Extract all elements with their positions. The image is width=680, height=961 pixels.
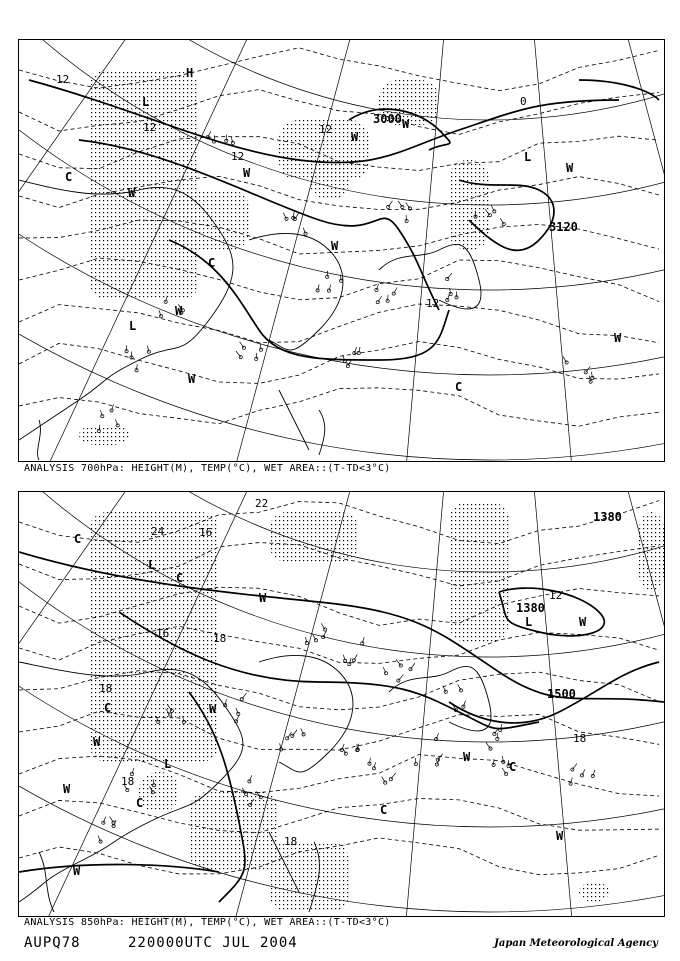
meridian-line	[489, 492, 664, 916]
wet-area	[449, 160, 489, 250]
field-label: 16	[199, 526, 213, 539]
wind-barb	[242, 693, 247, 699]
station-dot	[580, 774, 583, 777]
field-label: W	[128, 186, 136, 200]
field-label: L	[129, 319, 137, 333]
field-label: W	[243, 166, 251, 180]
field-label: C	[104, 701, 112, 715]
field-label: W	[463, 750, 471, 764]
isotherm-line	[19, 388, 659, 426]
wind-barb	[592, 372, 593, 378]
field-label: 1380	[516, 601, 545, 615]
wet-area	[169, 190, 249, 250]
wind-barb	[293, 212, 294, 218]
field-label: 24	[151, 525, 165, 538]
field-label: 3000	[373, 112, 402, 126]
wind-barb	[378, 296, 382, 302]
bulletin-code: AUPQ78	[24, 935, 81, 951]
field-label: C	[176, 571, 184, 585]
field-label: W	[351, 130, 359, 144]
field-label: 1380	[593, 510, 622, 524]
coast-line	[38, 420, 41, 460]
wind-barb	[348, 360, 352, 366]
field-label: 1500	[547, 687, 576, 701]
field-label: C	[455, 380, 463, 394]
chart-850hpa	[18, 491, 665, 917]
meridian-line	[489, 492, 664, 916]
field-label: 12	[319, 123, 333, 136]
station-dot	[352, 659, 355, 662]
coastline	[19, 180, 481, 460]
field-label: W	[402, 117, 410, 131]
field-label: W	[93, 735, 101, 749]
field-label: W	[579, 615, 587, 629]
coast-line	[259, 655, 353, 772]
wind-barb	[398, 675, 403, 681]
wind-barb	[236, 351, 241, 357]
wind-barb	[406, 215, 407, 221]
wind-barb	[410, 663, 415, 669]
wind-barb	[563, 356, 567, 362]
station-dot	[102, 821, 105, 824]
field-label: L	[525, 615, 533, 629]
field-label: H	[186, 66, 194, 80]
field-label: W	[259, 591, 267, 605]
field-label: W	[73, 864, 81, 878]
wind-barb	[398, 201, 402, 207]
caption-700hpa: ANALYSIS 700hPa: HEIGHT(M), TEMP(°C), WET AREA::(T-TD<3°C)	[24, 463, 391, 474]
field-label: 12	[231, 150, 245, 163]
wind-barb	[502, 756, 503, 762]
field-label: W	[63, 782, 71, 796]
wind-barb	[406, 202, 410, 208]
field-label: L	[164, 757, 172, 771]
wind-barb	[313, 634, 316, 640]
field-label: W	[614, 331, 622, 345]
wind-barb	[321, 623, 325, 629]
field-label: 12	[426, 297, 440, 310]
station-dot	[435, 763, 438, 766]
field-label: 18	[213, 632, 227, 645]
station-dot	[444, 690, 447, 693]
field-label: W	[188, 372, 196, 386]
field-label: 12	[56, 73, 70, 86]
field-label: W	[175, 304, 183, 318]
coast-line	[39, 852, 54, 912]
wind-barb	[572, 764, 576, 770]
wet-areas	[79, 70, 489, 445]
field-label: L	[148, 558, 156, 572]
field-label: 3120	[549, 220, 578, 234]
field-label: L	[524, 150, 532, 164]
wind-barb	[256, 353, 257, 359]
field-label: W	[556, 829, 564, 843]
meridian-line	[489, 40, 611, 461]
coast-line	[279, 390, 325, 455]
wet-area	[269, 842, 349, 912]
map-850hpa	[19, 492, 664, 916]
field-label: C	[136, 796, 144, 810]
wind-barb	[391, 773, 396, 779]
wet-area	[139, 772, 179, 812]
field-label: W	[566, 161, 574, 175]
station-dot	[462, 705, 465, 708]
wind-barb	[110, 817, 114, 823]
station-dot	[384, 672, 387, 675]
meridian-line	[489, 492, 664, 916]
field-label: 22	[255, 497, 269, 510]
wet-area	[639, 512, 664, 592]
field-label: 12	[143, 121, 157, 134]
contour-line	[19, 865, 219, 873]
wind-barb	[447, 273, 452, 279]
wind-barb	[260, 344, 261, 350]
field-label: W	[331, 239, 339, 253]
field-label: 18	[121, 775, 135, 788]
field-label: C	[65, 170, 73, 184]
field-label: C	[74, 532, 82, 546]
wet-area	[79, 425, 129, 445]
field-label: 0	[520, 95, 527, 108]
wet-area	[269, 512, 359, 562]
wind-barb	[486, 743, 490, 749]
field-label: 18	[284, 835, 298, 848]
meridian-line	[489, 492, 664, 916]
field-label: 18	[573, 732, 587, 745]
wet-area	[189, 792, 279, 872]
isotherm-line	[19, 304, 659, 343]
wet-area	[309, 160, 349, 200]
wet-area	[89, 512, 219, 762]
field-label: 12	[549, 589, 563, 602]
wet-area	[449, 502, 509, 642]
field-label: W	[209, 702, 217, 716]
field-label: 16	[156, 627, 170, 640]
field-label: C	[380, 803, 388, 817]
wind-barb	[369, 758, 370, 764]
wind-barb	[388, 201, 392, 207]
chart-700hpa	[18, 39, 665, 462]
wet-area	[579, 882, 609, 902]
wind-barb	[354, 654, 358, 660]
field-label: L	[142, 95, 150, 109]
coast-line	[249, 233, 343, 350]
field-label: C	[509, 760, 517, 774]
field-label: C	[208, 256, 216, 270]
caption-850hpa: ANALYSIS 850hPa: HEIGHT(M), TEMP(°C), WET AREA::(T-TD<3°C)	[24, 917, 391, 928]
wind-barb	[137, 364, 138, 370]
wind-barb	[502, 768, 506, 774]
wind-barb	[382, 777, 386, 783]
wind-barb	[295, 213, 299, 219]
field-label: 18	[99, 682, 113, 695]
wind-barb	[292, 730, 297, 736]
agency-name: Japan Meteorological Agency	[494, 938, 658, 949]
map-700hpa	[19, 40, 664, 461]
wind-barb	[240, 342, 244, 348]
analysis-time: 220000UTC JUL 2004	[128, 935, 298, 951]
